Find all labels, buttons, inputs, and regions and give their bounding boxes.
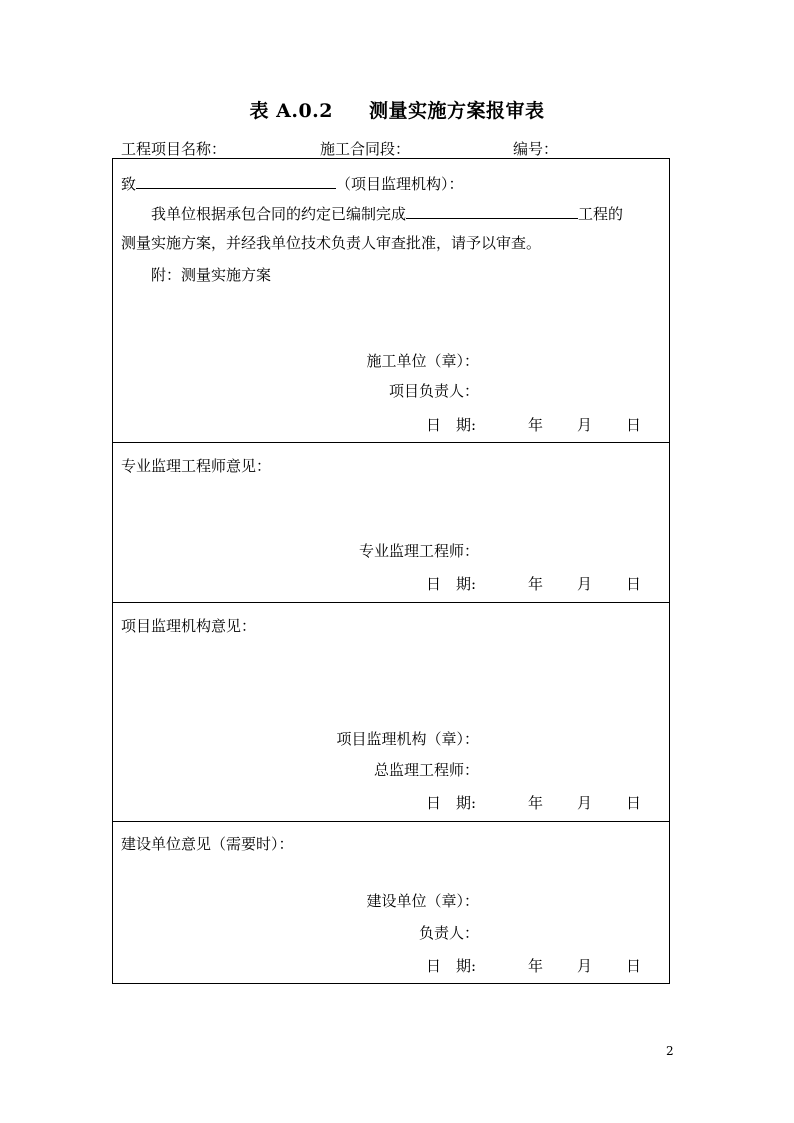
- month-label: 月: [577, 794, 593, 812]
- addressee-line: [121, 173, 464, 193]
- date-label: 日 期:: [426, 957, 477, 975]
- body-part-2: 工程的: [578, 205, 624, 223]
- day-label: 日: [626, 794, 642, 812]
- body-line-2: 测量实施方案，并经我单位技术负责人审查批准，请予以审查。: [121, 234, 542, 252]
- submission-section: [112, 158, 670, 443]
- project-name-label: 工程项目名称：: [121, 140, 227, 158]
- date-row: [426, 955, 646, 973]
- day-label: 日: [626, 416, 642, 434]
- date-row: [426, 573, 646, 591]
- attachment-line: 附：测量实施方案: [151, 266, 272, 284]
- contractor-seal-label: 施工单位（章）：: [366, 352, 479, 370]
- supervision-opinion-section: [112, 602, 670, 822]
- owner-person-label: 负责人：: [418, 924, 479, 942]
- date-row: [426, 414, 646, 432]
- page-number: 2: [666, 1044, 674, 1058]
- year-label: 年: [528, 794, 544, 812]
- body-line-1: [151, 203, 623, 223]
- date-label: 日 期:: [426, 575, 477, 593]
- date-label: 日 期:: [426, 794, 477, 812]
- year-label: 年: [528, 575, 544, 593]
- owner-opinion-heading: 建设单位意见（需要时）：: [121, 835, 294, 853]
- owner-opinion-section: [112, 821, 670, 984]
- form-name: 测量实施方案报审表: [369, 100, 545, 122]
- month-label: 月: [577, 957, 593, 975]
- day-label: 日: [626, 575, 642, 593]
- to-prefix: 致: [121, 175, 137, 193]
- project-blank[interactable]: [406, 203, 578, 219]
- number-label: 编号：: [513, 140, 559, 158]
- contract-section-label: 施工合同段：: [320, 140, 411, 158]
- form-title: [0, 96, 794, 123]
- month-label: 月: [577, 575, 593, 593]
- engineer-opinion-heading: 专业监理工程师意见：: [121, 457, 272, 475]
- project-manager-label: 项目负责人：: [388, 382, 479, 400]
- year-label: 年: [528, 416, 544, 434]
- engineer-opinion-section: [112, 442, 670, 603]
- date-row: [426, 792, 646, 810]
- body-part-1: 我单位根据承包合同的约定已编制完成: [151, 205, 407, 223]
- chief-engineer-label: 总监理工程师：: [373, 761, 479, 779]
- supervision-seal-label: 项目监理机构（章）：: [336, 730, 479, 748]
- form-header: [121, 138, 681, 158]
- date-label: 日 期:: [426, 416, 477, 434]
- day-label: 日: [626, 957, 642, 975]
- year-label: 年: [528, 957, 544, 975]
- form-code: 表 A.0.2: [249, 100, 333, 122]
- owner-seal-label: 建设单位（章）：: [366, 892, 479, 910]
- supervision-opinion-heading: 项目监理机构意见：: [121, 617, 257, 635]
- month-label: 月: [577, 416, 593, 434]
- addressee-blank[interactable]: [136, 173, 336, 189]
- engineer-signature-label: 专业监理工程师：: [358, 542, 479, 560]
- to-suffix: （项目监理机构）：: [336, 175, 464, 193]
